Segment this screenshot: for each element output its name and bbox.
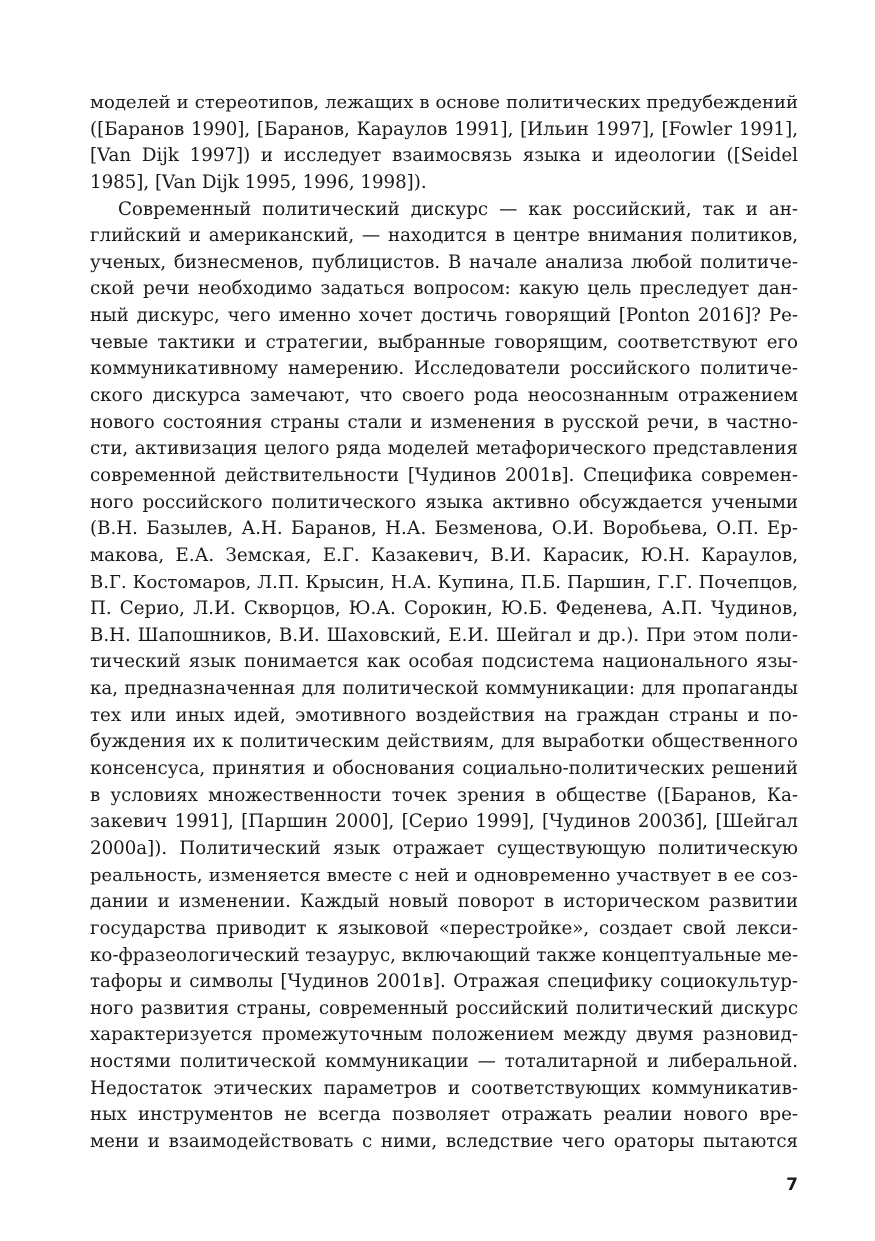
text-line: дании и изменении. Каждый новый поворот в историческом развитии (90, 891, 798, 913)
text-line: П. Серио, Л.И. Скворцов, Ю.А. Сорокин, Ю.Б. Феденева, А.П. Чудинов, (90, 598, 798, 620)
text-line: консенсуса, принятия и обоснования социально-политических решений (90, 758, 798, 780)
page-number: 7 (786, 1175, 798, 1195)
text-line: макова, Е.А. Земская, Е.Г. Казакевич, В.И. Карасик, Ю.Н. Караулов, (90, 544, 798, 566)
text-line: ный дискурс, чего именно хочет достичь говорящий [Ponton 2016]? Ре- (90, 305, 798, 327)
text-line: глийский и американский, — находится в центре внимания политиков, (90, 225, 798, 247)
text-line: ных инструментов не всегда позволяет отражать реалии нового вре- (90, 1104, 798, 1126)
body-text (90, 90, 798, 1156)
text-line: [Van Dijk 1997]) и исследует взаимосвязь языка и идеологии ([Seidel (90, 145, 798, 167)
text-line: Недостаток этических параметров и соответствующих коммуникатив- (90, 1077, 798, 1099)
text-line: чевые тактики и стратегии, выбранные говорящим, соответствуют его (90, 331, 798, 353)
text-line: ного российского политического языка активно обсуждается учеными (90, 491, 798, 513)
text-line: ного развития страны, современный российский политический дискурс (90, 997, 798, 1019)
text-line: В.Н. Шапошников, В.И. Шаховский, Е.И. Шейгал и др.). При этом поли- (90, 624, 798, 646)
text-line: ко-фразеологический тезаурус, включающий также концептуальные ме- (90, 944, 799, 966)
text-line: В.Г. Костомаров, Л.П. Крысин, Н.А. Купина, П.Б. Паршин, Г.Г. Почепцов, (90, 571, 798, 593)
text-line: закевич 1991], [Паршин 2000], [Серио 1999], [Чудинов 2003б], [Шейгал (90, 811, 798, 833)
text-line: ностями политической коммуникации — тоталитарной и либеральной. (90, 1051, 798, 1073)
text-line: характеризуется промежуточным положением между двумя разновид- (90, 1024, 798, 1046)
text-line: моделей и стереотипов, лежащих в основе политических предубеждений (90, 92, 798, 113)
text-line: ([Баранов 1990], [Баранов, Караулов 1991], [Ильин 1997], [Fowler 1991], (90, 118, 798, 140)
text-line: ученых, бизнесменов, публицистов. В начале анализа любой политиче- (90, 251, 798, 273)
text-line: тех или иных идей, эмотивного воздействия на граждан страны и по- (90, 704, 798, 726)
text-line: коммуникативному намерению. Исследователи российского политиче- (90, 358, 798, 380)
text-line: сти, активизация целого ряда моделей метафорического представления (90, 438, 798, 460)
paragraph-end-line: 1985], [Van Dijk 1995, 1996, 1998]). (90, 171, 427, 193)
text-line: мени и взаимодействовать с ними, вследствие чего ораторы пытаются (90, 1130, 798, 1152)
text-line: современной действительности [Чудинов 2001в]. Специфика современ- (90, 464, 798, 486)
text-line: (В.Н. Базылев, А.Н. Баранов, Н.А. Безменова, О.И. Воробьева, О.П. Ер- (90, 518, 798, 540)
text-line: буждения их к политическим действиям, для выработки общественного (90, 731, 798, 753)
text-line: тафоры и символы [Чудинов 2001в]. Отражая специфику социокультур- (90, 971, 798, 993)
text-line: государства приводит к языковой «перестройке», создает свой лекси- (90, 917, 798, 939)
text-line: ка, предназначенная для политической коммуникации: для пропаганды (90, 678, 798, 700)
text-line: в условиях множественности точек зрения в обществе ([Баранов, Ка- (90, 784, 798, 806)
text-line: 2000а]). Политический язык отражает существующую политическую (90, 837, 798, 859)
text-line: ского дискурса замечают, что своего рода неосознанным отражением (90, 385, 798, 407)
text-line: реальность, изменяется вместе с ней и одновременно участвует в ее соз- (90, 864, 798, 886)
text-line: тический язык понимается как особая подсистема национального язы- (90, 651, 798, 673)
text-line: ской речи необходимо задаться вопросом: какую цель преследует дан- (90, 278, 798, 300)
text-line: нового состояния страны стали и изменения в русской речи, в частно- (90, 411, 798, 433)
paragraph-start-line: Современный политический дискурс — как российский, так и ан- (118, 198, 798, 220)
